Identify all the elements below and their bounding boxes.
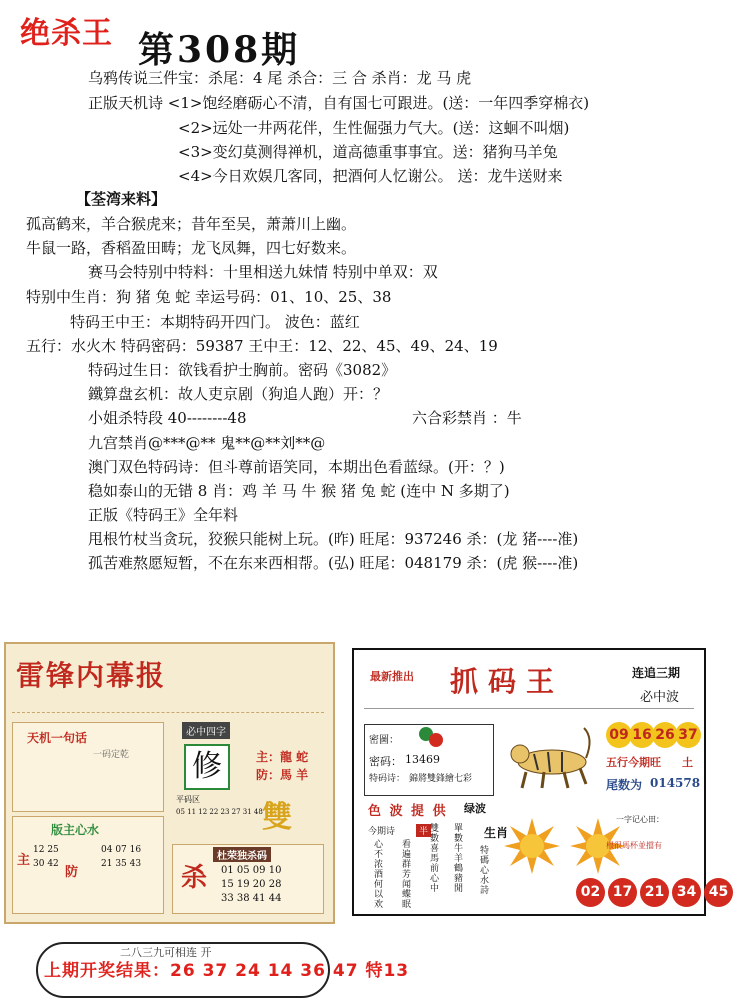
- mima-label: 密圖：: [369, 735, 399, 746]
- zhu2: 主: [17, 853, 31, 868]
- circle-3: 26: [652, 722, 678, 748]
- col-poem-1: 心不浓酒何以欢: [374, 840, 384, 910]
- line-zodiac: 特别中生肖：狗 猪 兔 蛇 幸运号码：01、10、25、38: [26, 288, 392, 306]
- line-banned: 六合彩禁肖 ：牛: [412, 409, 522, 427]
- ball-5: 45: [704, 878, 733, 907]
- sun-icon: [504, 818, 560, 874]
- col-poem-2: 看遍群芳闻蝶眠: [402, 840, 412, 910]
- four-char-label: 必中四字: [182, 722, 230, 739]
- line-abacus: 鐵算盘玄机：故人吏京剧（狗追人跑）开：？: [88, 385, 389, 403]
- wuxing-label: 五行今期旺: [606, 756, 661, 769]
- line-annual: 正版《特码王》全年料: [88, 506, 239, 524]
- fang2: 防: [65, 865, 79, 880]
- fang-label: 防：馬 羊: [256, 768, 309, 782]
- zi-label: 一字记心田：: [616, 815, 664, 824]
- kill-box: [172, 844, 324, 914]
- ball-4: 34: [672, 878, 701, 907]
- col-poem-3: 雙數喜馬前心中: [430, 824, 440, 894]
- site-logo: 绝杀王: [20, 16, 113, 51]
- sebo-label: 色 波 提 供: [368, 804, 448, 819]
- divider-r: [364, 708, 694, 709]
- line-five-elements: 五行：水火木 特码密码：59387 王中王：12、22、45、49、24、19: [26, 337, 498, 355]
- red-dot: [429, 733, 443, 747]
- lvbo-label: 绿波: [464, 802, 486, 815]
- tianji-box: [12, 722, 164, 812]
- kill-row-2: 15 19 20 28: [221, 879, 282, 890]
- line-poem-4: <4>今日欢娱几客同，把酒何人忆谢公。 送：龙牛送财来: [178, 167, 563, 185]
- circle-4: 37: [675, 722, 701, 748]
- tianji-label: 天机一句话: [27, 731, 88, 745]
- tiger-picture: [504, 718, 594, 794]
- kill-row-1: 01 05 09 10: [221, 865, 282, 876]
- zhuama-panel: [352, 648, 729, 916]
- line-macau-poem: 澳门双色特码诗：但斗尊前语笑同，本期出色看蓝绿。(开：？): [88, 458, 505, 476]
- col-jinqi: 今期诗: [368, 827, 396, 837]
- col-ban: 半: [416, 824, 431, 837]
- must-label: 必中波: [640, 690, 680, 705]
- issue-number: 第308期: [138, 29, 301, 71]
- zi-text: 根很馬杯並擋有: [606, 841, 662, 850]
- left-panel-note: 二八三九可相连 开: [120, 946, 212, 959]
- streak-label: 连追三期: [632, 666, 681, 680]
- line-race-special: 赛马会特别中特料：十里相送九妹情 特别中单双：双: [88, 263, 438, 281]
- line-kill-range: 小姐杀特段 40--------48: [88, 409, 247, 427]
- line-poem-3: <3>变幻莫测得禅机，道高德重事事宜。送：猪狗马羊兔: [178, 143, 558, 161]
- line-poem-2: <2>远处一井两花伴，生性倔强力气大。(送：这蛔不叫烟): [178, 119, 570, 137]
- ball-2: 17: [608, 878, 637, 907]
- poem-text: 錦將雙鋒繪七彩: [409, 774, 473, 784]
- circle-1: 09: [606, 722, 632, 748]
- mima-num-label: 密码：: [369, 755, 402, 768]
- big-char: 修: [184, 744, 230, 790]
- right-title: 抓码王: [450, 665, 565, 698]
- xin-a: 12 25: [33, 845, 59, 855]
- mima-num: 13469: [405, 753, 440, 766]
- xin-d: 21 35 43: [101, 859, 142, 869]
- last-result: 上期开奖结果：26 37 24 14 36 47 特13: [44, 961, 410, 981]
- line-nine-palace: 九宫禁肖@***@** 鬼**@**刘**@: [88, 434, 326, 452]
- four-char-box: [176, 722, 326, 842]
- ball-3: 21: [640, 878, 669, 907]
- line-eight-zodiac: 稳如泰山的无错 8 肖：鸡 羊 马 牛 猴 猪 兔 蛇 (连中 N 多期了): [88, 482, 510, 500]
- xinshui-box: [12, 816, 164, 914]
- ball-row: [576, 878, 736, 907]
- line-verse-1: 孤高鹤来，羊合猴虎来；昔年至吴，萧萧川上幽。: [26, 215, 357, 233]
- col-poem-5: 特碼心水詩: [480, 846, 490, 896]
- line-tail-1: 甩根竹杖当贪玩，狡猴只能树上玩。(昨) 旺尾：937246 杀：(龙 猪----准): [88, 530, 579, 548]
- mima-box: [364, 724, 494, 796]
- line-king: 特码王中王：本期特码开四门。 波色：蓝红: [70, 313, 360, 331]
- wuxing-value: 土: [682, 756, 693, 769]
- kill-label: 杜荣独杀码: [213, 847, 271, 862]
- panel-title: 雷锋内幕报: [16, 659, 167, 692]
- tianji-sub: 一码定乾: [93, 750, 130, 760]
- xin-b: 30 42: [33, 859, 59, 869]
- divider: [12, 712, 324, 714]
- ball-1: 02: [576, 878, 605, 907]
- zhu-label: 主：龍 蛇: [256, 750, 309, 764]
- xinshui-label: 版主心水: [51, 823, 100, 837]
- line-birthday: 特码过生日：欲钱看护士胸前。密码《3082》: [88, 361, 397, 379]
- ping-label: 平码区: [176, 795, 200, 804]
- xin-c: 04 07 16: [101, 845, 142, 855]
- line-tail-2: 孤苦难熬愿短暂，不在东来西相帮。(弘) 旺尾：048179 杀：(虎 猴----准): [88, 554, 579, 572]
- sha-char: 杀: [181, 863, 208, 893]
- circle-2: 16: [629, 722, 655, 748]
- shengxiao-label: 生肖: [484, 826, 509, 840]
- section-heading: 【荃湾来料】: [76, 190, 167, 208]
- weishu-value: 014578: [650, 776, 701, 790]
- shuang-char: 雙: [262, 800, 292, 835]
- poem-label: 特码诗：: [369, 774, 406, 784]
- new-label: 最新推出: [370, 670, 414, 683]
- leifeng-panel: [4, 642, 335, 924]
- line-crow-three: 乌鸦传说三件宝：杀尾：4 尾 杀合：三 合 杀肖：龙 马 虎: [88, 69, 472, 87]
- line-verse-2: 牛鼠一路，香稻盈田畴；龙飞凤舞，四七好数来。: [26, 239, 357, 257]
- kill-row-3: 33 38 41 44: [221, 893, 282, 904]
- line-poem-1: 正版天机诗 <1>饱经磨砺心不清，自有国七可跟进。(送：一年四季穿棉衣): [88, 94, 590, 112]
- col-poem-4: 單數牛羊鶴豬閒: [454, 824, 464, 894]
- ping-numbers: 05 11 12 22 23 27 31 48: [176, 808, 263, 816]
- weishu-label: 尾数为: [606, 778, 643, 792]
